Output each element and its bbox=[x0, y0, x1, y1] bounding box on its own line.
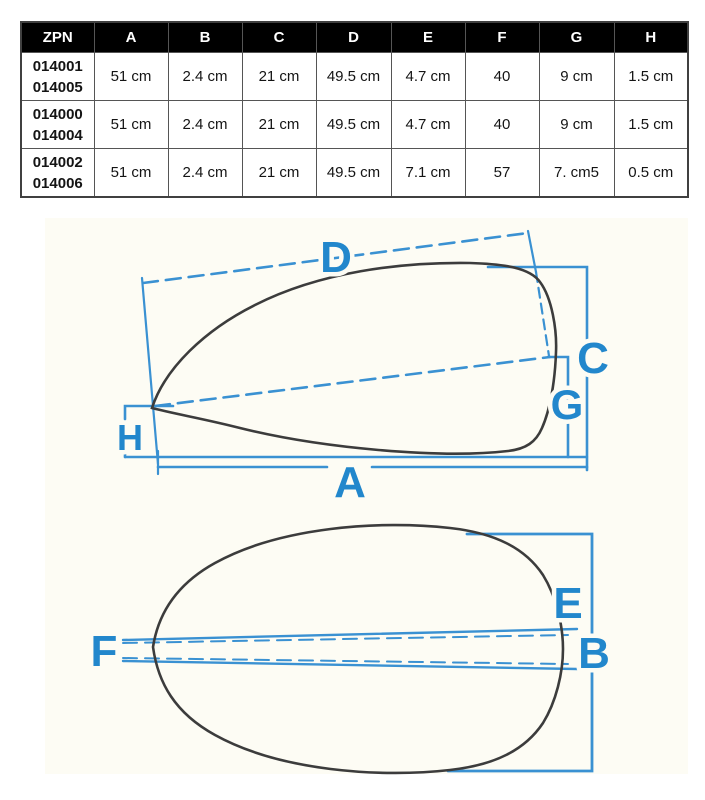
table-cell: 9 cm bbox=[539, 53, 614, 101]
table-cell: 40 bbox=[465, 53, 539, 101]
table-cell: 4.7 cm bbox=[391, 53, 465, 101]
header-cell-zpn: ZPN bbox=[21, 22, 94, 53]
table-cell: 40 bbox=[465, 101, 539, 149]
label-g: G bbox=[550, 381, 584, 428]
label-d: D bbox=[320, 233, 352, 282]
table-cell: 51 cm bbox=[94, 53, 168, 101]
header-cell-a: A bbox=[94, 22, 168, 53]
zpn-line: 014001 bbox=[32, 57, 83, 75]
table-cell: 7. cm5 bbox=[539, 149, 614, 198]
table-cell: 21 cm bbox=[242, 101, 316, 149]
table-cell: 2.4 cm bbox=[168, 53, 242, 101]
table-header-row bbox=[21, 22, 688, 53]
zpn-cell bbox=[21, 53, 94, 101]
spec-table bbox=[20, 21, 689, 198]
table-row bbox=[21, 101, 688, 149]
table-cell: 21 cm bbox=[242, 149, 316, 198]
table-cell: 4.7 cm bbox=[391, 101, 465, 149]
zpn-line: 014006 bbox=[32, 174, 83, 192]
header-cell-g: G bbox=[539, 22, 614, 53]
table-cell: 1.5 cm bbox=[614, 53, 688, 101]
table-cell: 2.4 cm bbox=[168, 149, 242, 198]
label-a: A bbox=[334, 458, 366, 507]
header-cell-e: E bbox=[391, 22, 465, 53]
label-c: C bbox=[577, 334, 609, 383]
table-cell: 2.4 cm bbox=[168, 101, 242, 149]
table-row bbox=[21, 53, 688, 101]
table-cell: 57 bbox=[465, 149, 539, 198]
table-cell: 49.5 cm bbox=[316, 101, 391, 149]
table-cell: 7.1 cm bbox=[391, 149, 465, 198]
label-f: F bbox=[90, 627, 118, 676]
zpn-line: 014005 bbox=[32, 78, 83, 96]
label-e: E bbox=[553, 579, 583, 628]
label-h: H bbox=[117, 417, 143, 458]
zpn-line: 014000 bbox=[32, 105, 83, 123]
label-b: B bbox=[578, 629, 610, 678]
header-cell-c: C bbox=[242, 22, 316, 53]
header-cell-d: D bbox=[316, 22, 391, 53]
zpn-line: 014004 bbox=[32, 126, 83, 144]
dimension-diagrams bbox=[0, 200, 705, 800]
table-cell: 51 cm bbox=[94, 101, 168, 149]
table-cell: 9 cm bbox=[539, 101, 614, 149]
table-cell: 1.5 cm bbox=[614, 101, 688, 149]
zpn-cell bbox=[21, 149, 94, 198]
table-cell: 51 cm bbox=[94, 149, 168, 198]
table-cell: 0.5 cm bbox=[614, 149, 688, 198]
table-cell: 49.5 cm bbox=[316, 149, 391, 198]
table-cell: 49.5 cm bbox=[316, 53, 391, 101]
zpn-cell bbox=[21, 101, 94, 149]
header-cell-b: B bbox=[168, 22, 242, 53]
table-cell: 21 cm bbox=[242, 53, 316, 101]
header-cell-f: F bbox=[465, 22, 539, 53]
zpn-line: 014002 bbox=[32, 153, 83, 171]
table-row bbox=[21, 149, 688, 198]
header-cell-h: H bbox=[614, 22, 688, 53]
